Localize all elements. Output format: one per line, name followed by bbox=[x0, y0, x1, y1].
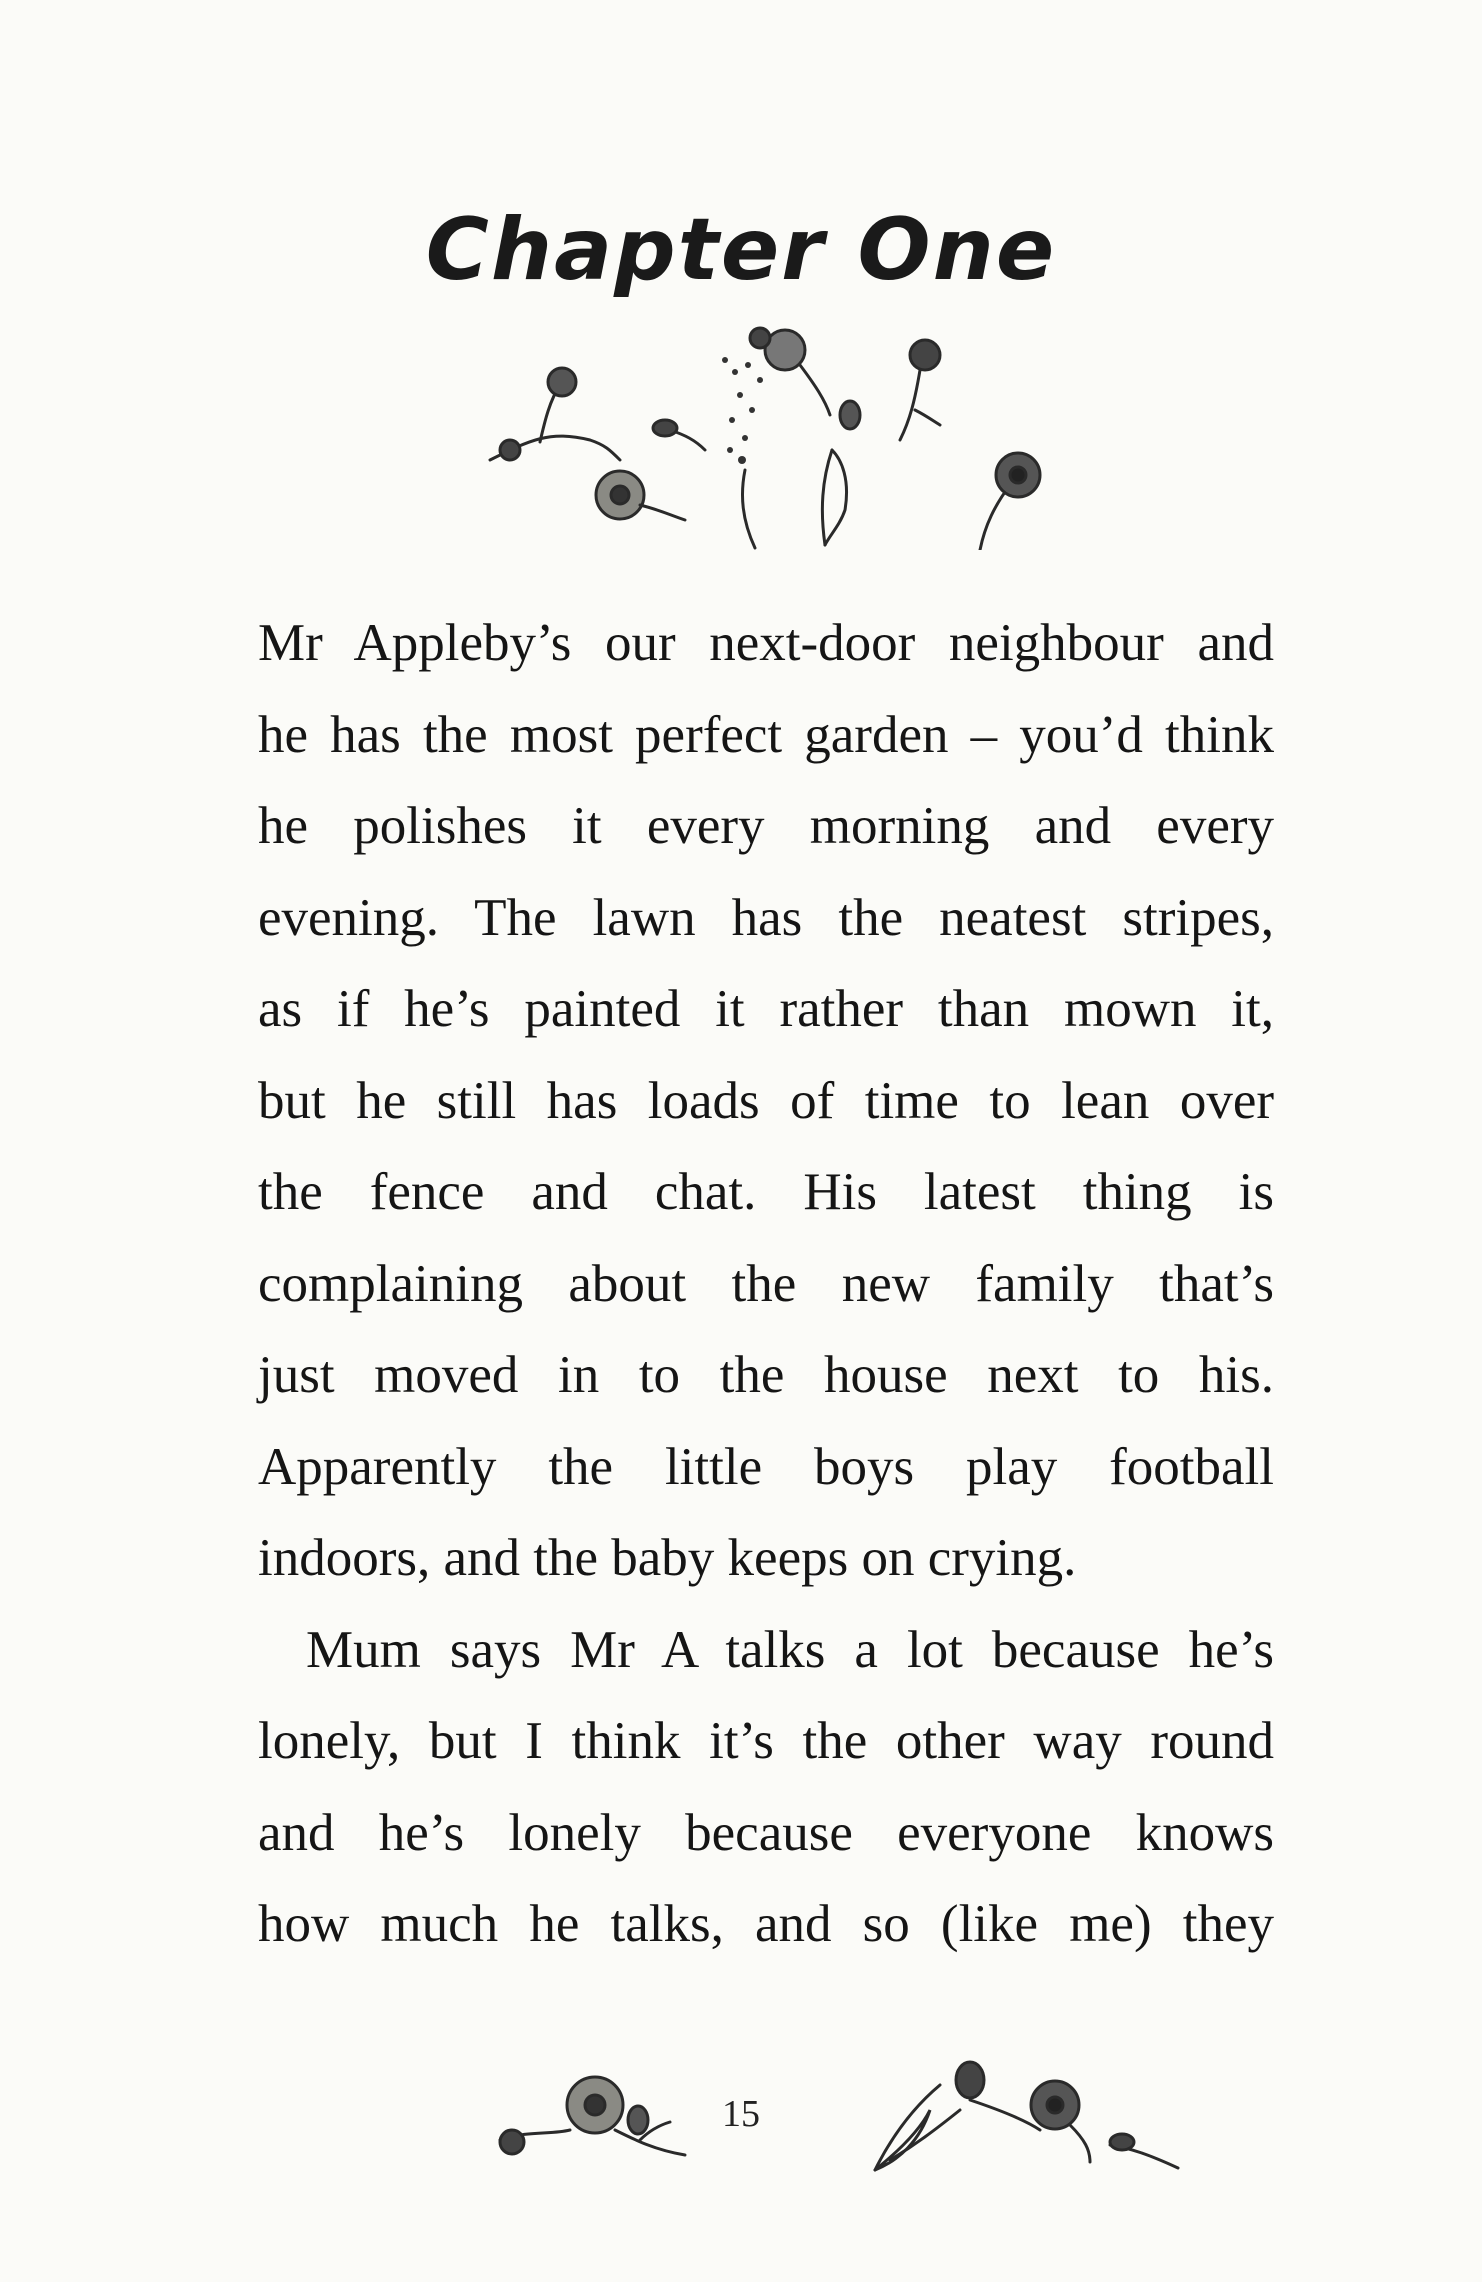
text-line: lonely, but I think it’s the other way round bbox=[258, 1712, 1274, 1770]
paragraph-1 bbox=[258, 598, 1274, 1605]
text-line: indoors, and the baby keeps on crying. bbox=[258, 1529, 1077, 1587]
text-line: complaining about the new family that’s bbox=[258, 1254, 1274, 1313]
text-line: and he’s lonely because everyone knows bbox=[258, 1803, 1274, 1862]
text-line: as if he’s painted it rather than mown it, bbox=[258, 980, 1274, 1038]
chapter-title: Chapter One bbox=[425, 200, 1057, 300]
paragraph-2 bbox=[258, 1605, 1274, 1971]
page-number: 15 bbox=[722, 2093, 760, 2135]
text-line: just moved in to the house next to his. bbox=[258, 1346, 1274, 1404]
text-line: evening. The lawn has the neatest stripes, bbox=[258, 888, 1274, 947]
text-line: Mum says Mr A talks a lot because he’s bbox=[306, 1620, 1274, 1679]
text-line: but he still has loads of time to lean over bbox=[258, 1071, 1274, 1130]
text-line: he has the most perfect garden – you’d think bbox=[258, 705, 1274, 764]
text-line: Mr Appleby’s our next-door neighbour and bbox=[258, 614, 1274, 672]
text-line: he polishes it every morning and every bbox=[258, 797, 1274, 855]
text-line: Apparently the little boys play football bbox=[258, 1437, 1274, 1496]
text-line: the fence and chat. His latest thing is bbox=[258, 1163, 1274, 1221]
body-text bbox=[258, 598, 1274, 1971]
floral-sprigs-illustration bbox=[470, 310, 1090, 550]
text-line: how much he talks, and so (like me) they bbox=[258, 1895, 1274, 1953]
